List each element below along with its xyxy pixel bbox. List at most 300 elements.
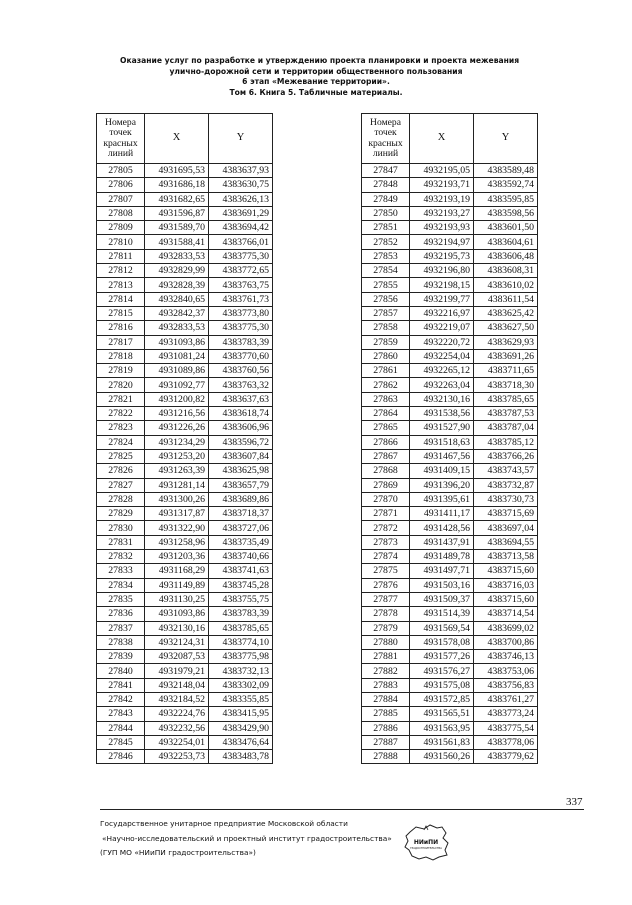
document-footer [100, 817, 392, 861]
y-coordinate-cell: 4383699,02 [474, 621, 538, 635]
point-number-cell: 27833 [97, 564, 145, 578]
x-coordinate-cell: 4931578,08 [410, 635, 474, 649]
y-coordinate-cell: 4383691,29 [209, 206, 273, 220]
x-coordinate-cell: 4932254,01 [145, 735, 209, 749]
y-coordinate-cell: 4383625,98 [209, 464, 273, 478]
point-number-cell: 27809 [97, 221, 145, 235]
y-coordinate-cell: 4383596,72 [209, 435, 273, 449]
point-number-cell: 27848 [362, 178, 410, 192]
point-number-cell: 27850 [362, 206, 410, 220]
x-coordinate-cell: 4931569,54 [410, 621, 474, 635]
point-number-cell: 27859 [362, 335, 410, 349]
y-coordinate-cell: 4383755,75 [209, 592, 273, 606]
point-number-cell: 27846 [97, 750, 145, 764]
point-number-cell: 27880 [362, 635, 410, 649]
table-row [97, 592, 273, 606]
logo-text-bottom: ГРАДОСТРОИТЕЛЬСТВА [410, 847, 442, 850]
point-number-cell: 27820 [97, 378, 145, 392]
x-coordinate-cell: 4931489,78 [410, 550, 474, 564]
table-row [362, 550, 538, 564]
x-coordinate-cell: 4932224,76 [145, 707, 209, 721]
x-coordinate-cell: 4932195,73 [410, 249, 474, 263]
y-coordinate-cell: 4383711,65 [474, 364, 538, 378]
table-row [97, 235, 273, 249]
table-row [362, 249, 538, 263]
x-coordinate-cell: 4932193,71 [410, 178, 474, 192]
point-number-cell: 27854 [362, 264, 410, 278]
table-row [362, 735, 538, 749]
x-coordinate-cell: 4932148,04 [145, 678, 209, 692]
table-row [362, 449, 538, 463]
point-number-cell: 27819 [97, 364, 145, 378]
y-coordinate-cell: 4383774,10 [209, 635, 273, 649]
table-row [97, 407, 273, 421]
y-coordinate-cell: 4383715,60 [474, 592, 538, 606]
table-row [362, 492, 538, 506]
table-row [97, 335, 273, 349]
table-row [97, 364, 273, 378]
y-coordinate-cell: 4383608,31 [474, 264, 538, 278]
point-number-cell: 27837 [97, 621, 145, 635]
table-row [362, 707, 538, 721]
y-coordinate-cell: 4383589,48 [474, 164, 538, 178]
point-number-cell: 27851 [362, 221, 410, 235]
point-number-cell: 27862 [362, 378, 410, 392]
point-number-cell: 27845 [97, 735, 145, 749]
y-coordinate-cell: 4383694,42 [209, 221, 273, 235]
x-coordinate-cell: 4931300,26 [145, 492, 209, 506]
y-coordinate-cell: 4383415,95 [209, 707, 273, 721]
table-row [362, 392, 538, 406]
point-number-header: Номера точек красных линий [362, 114, 410, 164]
x-coordinate-cell: 4931576,27 [410, 664, 474, 678]
table-row [97, 692, 273, 706]
coordinates-table-right [361, 113, 538, 764]
point-number-cell: 27867 [362, 449, 410, 463]
point-number-cell: 27824 [97, 435, 145, 449]
y-coordinate-cell: 4383775,98 [209, 650, 273, 664]
y-coordinate-cell: 4383783,39 [209, 607, 273, 621]
table-row [97, 721, 273, 735]
y-coordinate-cell: 4383787,04 [474, 421, 538, 435]
header-line-4: Том 6. Книга 5. Табличные материалы. [229, 87, 403, 97]
x-coordinate-cell: 4931575,08 [410, 678, 474, 692]
point-number-cell: 27840 [97, 664, 145, 678]
table-row [97, 664, 273, 678]
table-row [362, 535, 538, 549]
table-row [362, 621, 538, 635]
x-coordinate-cell: 4931560,26 [410, 750, 474, 764]
y-coordinate-cell: 4383630,75 [209, 178, 273, 192]
table-row [362, 206, 538, 220]
y-coordinate-cell: 4383766,26 [474, 449, 538, 463]
y-coordinate-cell: 4383783,39 [209, 335, 273, 349]
table-row [362, 264, 538, 278]
point-number-cell: 27873 [362, 535, 410, 549]
y-coordinate-cell: 4383746,13 [474, 650, 538, 664]
point-number-cell: 27861 [362, 364, 410, 378]
x-coordinate-cell: 4931682,65 [145, 192, 209, 206]
x-coordinate-cell: 4931322,90 [145, 521, 209, 535]
y-coordinate-cell: 4383592,74 [474, 178, 538, 192]
y-coordinate-cell: 4383775,30 [209, 321, 273, 335]
point-number-cell: 27879 [362, 621, 410, 635]
point-number-cell: 27834 [97, 578, 145, 592]
x-coordinate-cell: 4931514,39 [410, 607, 474, 621]
x-coordinate-cell: 4931149,89 [145, 578, 209, 592]
point-number-cell: 27831 [97, 535, 145, 549]
x-coordinate-cell: 4932219,07 [410, 321, 474, 335]
footer-line-1: Государственное унитарное предприятие Московской области [100, 819, 348, 828]
table-row [97, 292, 273, 306]
y-coordinate-cell: 4383753,06 [474, 664, 538, 678]
y-coordinate-cell: 4383779,62 [474, 750, 538, 764]
table-row [97, 464, 273, 478]
y-coordinate-cell: 4383766,01 [209, 235, 273, 249]
point-number-cell: 27881 [362, 650, 410, 664]
y-coordinate-cell: 4383732,13 [209, 664, 273, 678]
table-row [97, 392, 273, 406]
point-number-cell: 27832 [97, 550, 145, 564]
table-row [97, 192, 273, 206]
x-coordinate-cell: 4931695,53 [145, 164, 209, 178]
y-coordinate-cell: 4383355,85 [209, 692, 273, 706]
x-coordinate-cell: 4931234,29 [145, 435, 209, 449]
table-row [97, 678, 273, 692]
table-row [97, 206, 273, 220]
header-line-2: улично-дорожной сети и территории общественного пользования [169, 66, 463, 76]
y-coordinate-cell: 4383741,63 [209, 564, 273, 578]
point-number-header: Номера точек красных линий [97, 114, 145, 164]
point-number-cell: 27805 [97, 164, 145, 178]
x-coordinate-cell: 4931200,82 [145, 392, 209, 406]
y-coordinate-cell: 4383476,64 [209, 735, 273, 749]
table-row [97, 492, 273, 506]
y-coordinate-cell: 4383727,06 [209, 521, 273, 535]
point-number-cell: 27877 [362, 592, 410, 606]
point-number-cell: 27853 [362, 249, 410, 263]
x-coordinate-cell: 4931979,21 [145, 664, 209, 678]
point-number-cell: 27814 [97, 292, 145, 306]
footer-line-3: (ГУП МО «НИиПИ градостроительства») [100, 848, 256, 857]
point-number-cell: 27811 [97, 249, 145, 263]
page-number: 337 [566, 796, 583, 808]
point-number-cell: 27810 [97, 235, 145, 249]
table-row [97, 321, 273, 335]
point-number-cell: 27826 [97, 464, 145, 478]
y-coordinate-cell: 4383429,90 [209, 721, 273, 735]
table-row [97, 278, 273, 292]
y-coordinate-cell: 4383697,04 [474, 521, 538, 535]
table-row [362, 407, 538, 421]
y-coordinate-cell: 4383778,06 [474, 735, 538, 749]
point-number-cell: 27860 [362, 349, 410, 363]
x-coordinate-cell: 4931577,26 [410, 650, 474, 664]
footer-divider [100, 809, 584, 810]
table-row [362, 464, 538, 478]
x-coordinate-cell: 4931281,14 [145, 478, 209, 492]
y-coordinate-cell: 4383625,42 [474, 306, 538, 320]
table-row [97, 607, 273, 621]
table-row [362, 178, 538, 192]
y-coordinate-cell: 4383715,69 [474, 507, 538, 521]
x-coordinate-cell: 4931565,51 [410, 707, 474, 721]
point-number-cell: 27883 [362, 678, 410, 692]
point-number-cell: 27806 [97, 178, 145, 192]
table-row [97, 521, 273, 535]
point-number-cell: 27874 [362, 550, 410, 564]
x-coordinate-cell: 4932193,27 [410, 206, 474, 220]
point-number-cell: 27869 [362, 478, 410, 492]
y-coordinate-cell: 4383775,54 [474, 721, 538, 735]
table-row [97, 221, 273, 235]
x-coordinate-cell: 4931596,87 [145, 206, 209, 220]
table-row [362, 721, 538, 735]
table-row [362, 507, 538, 521]
y-coordinate-cell: 4383775,30 [209, 249, 273, 263]
y-coordinate-cell: 4383787,53 [474, 407, 538, 421]
x-coordinate-cell: 4932198,15 [410, 278, 474, 292]
point-number-cell: 27852 [362, 235, 410, 249]
y-coordinate-cell: 4383606,48 [474, 249, 538, 263]
y-coordinate-cell: 4383610,02 [474, 278, 538, 292]
table-row [97, 378, 273, 392]
header-line-1: Оказание услуг по разработке и утверждению проекта планировки и проекта межевания [120, 56, 520, 65]
y-coordinate-cell: 4383745,28 [209, 578, 273, 592]
point-number-cell: 27875 [362, 564, 410, 578]
x-coordinate-cell: 4931093,86 [145, 607, 209, 621]
point-number-cell: 27842 [97, 692, 145, 706]
table-row [362, 435, 538, 449]
y-coordinate-cell: 4383689,86 [209, 492, 273, 506]
table-row [97, 306, 273, 320]
table-row [362, 635, 538, 649]
y-coordinate-cell: 4383607,84 [209, 449, 273, 463]
y-coordinate-cell: 4383604,61 [474, 235, 538, 249]
y-coordinate-cell: 4383627,50 [474, 321, 538, 335]
table-row [362, 364, 538, 378]
y-coordinate-cell: 4383756,83 [474, 678, 538, 692]
x-header: X [145, 114, 209, 164]
header-line-3: 6 этап «Межевание территории». [242, 77, 390, 86]
y-coordinate-cell: 4383732,87 [474, 478, 538, 492]
x-coordinate-cell: 4932829,99 [145, 264, 209, 278]
table-row [97, 564, 273, 578]
table-row [362, 650, 538, 664]
y-coordinate-cell: 4383606,96 [209, 421, 273, 435]
y-coordinate-cell: 4383718,30 [474, 378, 538, 392]
point-number-cell: 27885 [362, 707, 410, 721]
y-coordinate-cell: 4383760,56 [209, 364, 273, 378]
point-number-cell: 27871 [362, 507, 410, 521]
x-coordinate-cell: 4931518,63 [410, 435, 474, 449]
point-number-cell: 27884 [362, 692, 410, 706]
x-coordinate-cell: 4931563,95 [410, 721, 474, 735]
table-row [97, 449, 273, 463]
x-coordinate-cell: 4932193,93 [410, 221, 474, 235]
table-row [362, 521, 538, 535]
table-row [97, 635, 273, 649]
y-coordinate-cell: 4383763,32 [209, 378, 273, 392]
table-row [362, 235, 538, 249]
x-coordinate-cell: 4932232,56 [145, 721, 209, 735]
x-coordinate-cell: 4931081,24 [145, 349, 209, 363]
table-header-row [362, 114, 538, 164]
y-coordinate-cell: 4383637,93 [209, 164, 273, 178]
x-coordinate-cell: 4931589,70 [145, 221, 209, 235]
point-number-cell: 27821 [97, 392, 145, 406]
point-number-cell: 27872 [362, 521, 410, 535]
y-coordinate-cell: 4383772,65 [209, 264, 273, 278]
x-coordinate-cell: 4932828,39 [145, 278, 209, 292]
point-number-cell: 27886 [362, 721, 410, 735]
point-number-cell: 27887 [362, 735, 410, 749]
x-header: X [410, 114, 474, 164]
y-coordinate-cell: 4383715,60 [474, 564, 538, 578]
y-coordinate-cell: 4383773,80 [209, 306, 273, 320]
point-number-cell: 27818 [97, 349, 145, 363]
table-row [362, 306, 538, 320]
x-coordinate-cell: 4931538,56 [410, 407, 474, 421]
x-coordinate-cell: 4931428,56 [410, 521, 474, 535]
x-coordinate-cell: 4931686,18 [145, 178, 209, 192]
point-number-cell: 27868 [362, 464, 410, 478]
x-coordinate-cell: 4931561,83 [410, 735, 474, 749]
point-number-cell: 27808 [97, 206, 145, 220]
logo-text-top: НИиПИ [413, 839, 439, 846]
y-coordinate-cell: 4383785,65 [474, 392, 538, 406]
x-coordinate-cell: 4932196,80 [410, 264, 474, 278]
point-number-cell: 27825 [97, 449, 145, 463]
table-row [362, 378, 538, 392]
x-coordinate-cell: 4931509,37 [410, 592, 474, 606]
table-row [362, 664, 538, 678]
x-coordinate-cell: 4931216,56 [145, 407, 209, 421]
x-coordinate-cell: 4931092,77 [145, 378, 209, 392]
point-number-cell: 27888 [362, 750, 410, 764]
y-header: Y [474, 114, 538, 164]
x-coordinate-cell: 4932833,53 [145, 321, 209, 335]
point-number-cell: 27856 [362, 292, 410, 306]
y-coordinate-cell: 4383761,73 [209, 292, 273, 306]
y-coordinate-cell: 4383637,63 [209, 392, 273, 406]
point-number-cell: 27838 [97, 635, 145, 649]
x-coordinate-cell: 4932265,12 [410, 364, 474, 378]
x-coordinate-cell: 4932184,52 [145, 692, 209, 706]
x-coordinate-cell: 4931130,25 [145, 592, 209, 606]
point-number-cell: 27839 [97, 650, 145, 664]
y-coordinate-cell: 4383785,12 [474, 435, 538, 449]
x-coordinate-cell: 4932195,05 [410, 164, 474, 178]
x-coordinate-cell: 4932263,04 [410, 378, 474, 392]
point-number-cell: 27858 [362, 321, 410, 335]
table-row [362, 750, 538, 764]
coordinates-table-left [96, 113, 273, 764]
y-coordinate-cell: 4383785,65 [209, 621, 273, 635]
table-row [97, 621, 273, 635]
x-coordinate-cell: 4931409,15 [410, 464, 474, 478]
table-row [97, 349, 273, 363]
point-number-cell: 27882 [362, 664, 410, 678]
table-row [362, 164, 538, 178]
table-row [362, 321, 538, 335]
point-number-cell: 27823 [97, 421, 145, 435]
table-row [362, 607, 538, 621]
x-coordinate-cell: 4932087,53 [145, 650, 209, 664]
point-number-cell: 27870 [362, 492, 410, 506]
x-coordinate-cell: 4931437,91 [410, 535, 474, 549]
table-row [362, 678, 538, 692]
x-coordinate-cell: 4931527,90 [410, 421, 474, 435]
point-number-cell: 27812 [97, 264, 145, 278]
table-row [362, 335, 538, 349]
x-coordinate-cell: 4932220,72 [410, 335, 474, 349]
table-row [97, 650, 273, 664]
y-coordinate-cell: 4383700,86 [474, 635, 538, 649]
table-row [97, 435, 273, 449]
point-number-cell: 27822 [97, 407, 145, 421]
table-row [362, 578, 538, 592]
x-coordinate-cell: 4932216,97 [410, 306, 474, 320]
x-coordinate-cell: 4932194,97 [410, 235, 474, 249]
footer-line-2: «Научно-исследовательский и проектный институт градостроительства» [102, 833, 392, 843]
x-coordinate-cell: 4931093,86 [145, 335, 209, 349]
x-coordinate-cell: 4932124,31 [145, 635, 209, 649]
y-coordinate-cell: 4383716,03 [474, 578, 538, 592]
y-coordinate-cell: 4383302,09 [209, 678, 273, 692]
x-coordinate-cell: 4931411,17 [410, 507, 474, 521]
x-coordinate-cell: 4932199,77 [410, 292, 474, 306]
moscow-region-map-logo-icon [400, 822, 452, 862]
y-coordinate-cell: 4383773,24 [474, 707, 538, 721]
x-coordinate-cell: 4931572,85 [410, 692, 474, 706]
x-coordinate-cell: 4932130,16 [410, 392, 474, 406]
table-header-row [97, 114, 273, 164]
x-coordinate-cell: 4931226,26 [145, 421, 209, 435]
point-number-cell: 27843 [97, 707, 145, 721]
table-row [97, 750, 273, 764]
x-coordinate-cell: 4932130,16 [145, 621, 209, 635]
x-coordinate-cell: 4931253,20 [145, 449, 209, 463]
point-number-cell: 27865 [362, 421, 410, 435]
y-coordinate-cell: 4383713,58 [474, 550, 538, 564]
point-number-cell: 27864 [362, 407, 410, 421]
table-row [362, 692, 538, 706]
x-coordinate-cell: 4932842,37 [145, 306, 209, 320]
x-coordinate-cell: 4931396,20 [410, 478, 474, 492]
table-row [362, 478, 538, 492]
x-coordinate-cell: 4931395,61 [410, 492, 474, 506]
table-row [97, 264, 273, 278]
point-number-cell: 27813 [97, 278, 145, 292]
y-coordinate-cell: 4383611,54 [474, 292, 538, 306]
table-row [97, 507, 273, 521]
y-coordinate-cell: 4383601,50 [474, 221, 538, 235]
y-coordinate-cell: 4383657,79 [209, 478, 273, 492]
y-header: Y [209, 114, 273, 164]
table-row [362, 592, 538, 606]
table-row [362, 292, 538, 306]
point-number-cell: 27817 [97, 335, 145, 349]
x-coordinate-cell: 4932840,65 [145, 292, 209, 306]
point-number-cell: 27830 [97, 521, 145, 535]
table-row [97, 421, 273, 435]
table-row [362, 221, 538, 235]
y-coordinate-cell: 4383718,37 [209, 507, 273, 521]
y-coordinate-cell: 4383770,60 [209, 349, 273, 363]
x-coordinate-cell: 4931258,96 [145, 535, 209, 549]
point-number-cell: 27876 [362, 578, 410, 592]
